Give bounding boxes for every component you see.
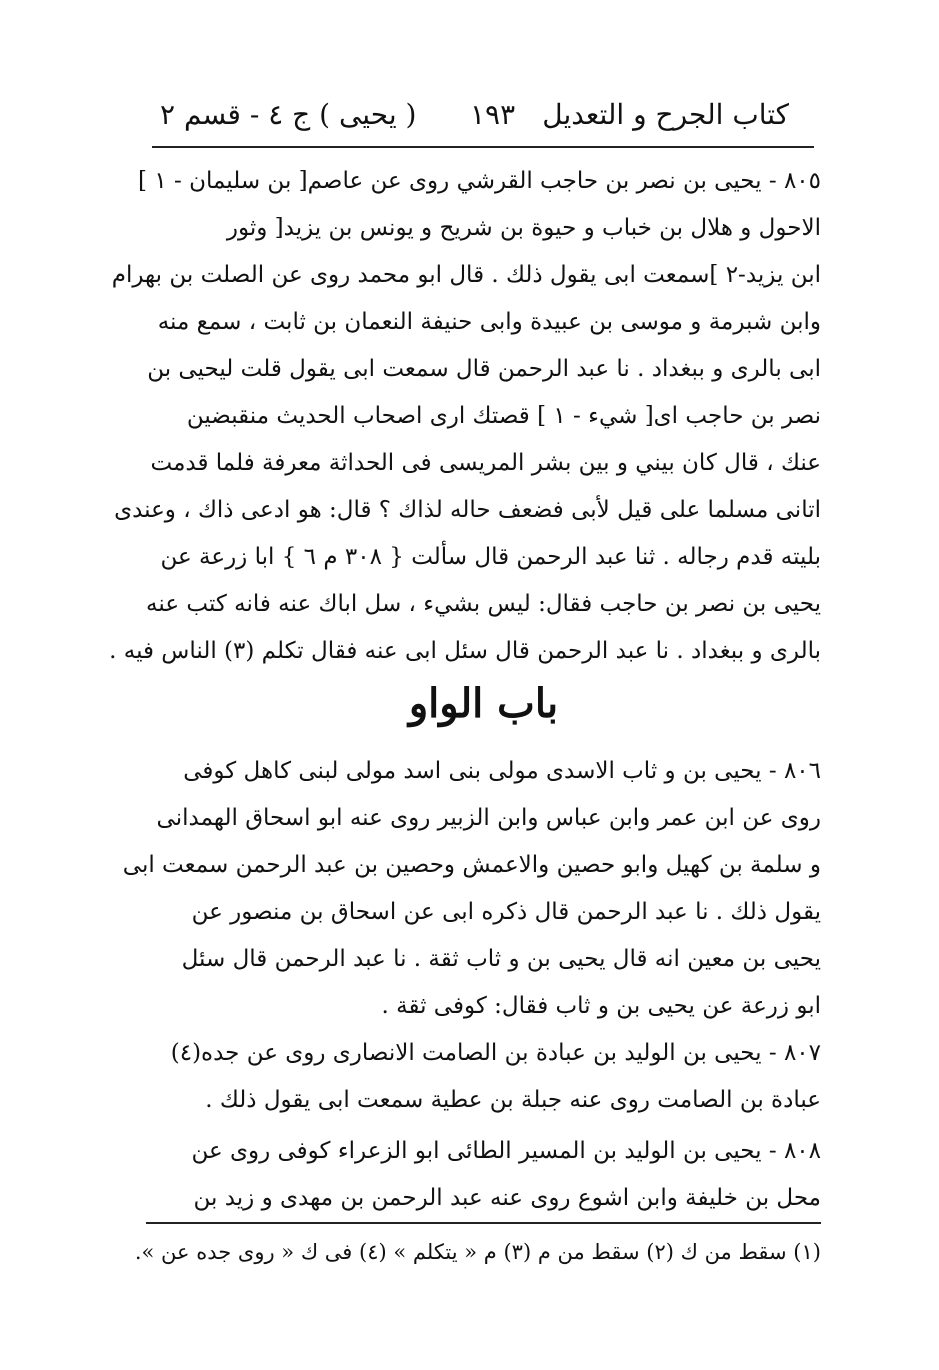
entry-807 (146, 1030, 821, 1124)
entry-808 (146, 1128, 821, 1222)
text-line: ٨٠٧ - يحيى بن الوليد بن عبادة بن الصامت الانصارى روى عن جده(٤) (170, 1040, 821, 1066)
text-line: ٨٠٨ - يحيى بن الوليد بن المسير الطائى ابو الزعراء كوفى روى عن (191, 1138, 821, 1164)
text-line: بالرى و ببغداد . نا عبد الرحمن قال سئل ابى عنه فقال تكلم (٣) الناس فيه . (109, 638, 821, 664)
book-title: كتاب الجرح و التعديل (542, 98, 789, 131)
text-line: ٨٠٦ - يحيى بن و ثاب الاسدى مولى بنى اسد مولى لبنى كاهل كوفى (183, 758, 821, 784)
section-label: ( يحيى ) ج ٤ - قسم ٢ (160, 98, 417, 131)
text-line: يقول ذلك . نا عبد الرحمن قال ذكره ابى عن اسحاق بن منصور عن (191, 899, 821, 925)
text-line: و سلمة بن كهيل وابو حصين والاعمش وحصين بن عبد الرحمن سمعت ابى (122, 852, 821, 878)
text-line: روى عن ابن عمر وابن عباس وابن الزبير روى عنه ابو اسحاق الهمدانى (156, 805, 821, 831)
footnote: (١) سقط من ك (٢) سقط من م (٣) م « يتكلم » (٤) فى ك « روى جده عن ». (134, 1240, 821, 1264)
footnote-rule (146, 1222, 821, 1224)
page-number: ١٩٣ (470, 98, 516, 131)
chapter-heading: باب الواو (408, 680, 559, 727)
entry-806 (122, 748, 821, 1030)
text-line: ٨٠٥ - يحيى بن نصر بن حاجب القرشي روى عن عاصم[ بن سليمان - ١ ] (138, 168, 821, 194)
text-line: اتانى مسلما على قيل لأبى فضعف حاله لذاك ؟ قال: هو ادعى ذاك ، وعندى (114, 497, 821, 523)
running-header (160, 92, 789, 148)
text-line: محل بن خليفة وابن اشوع روى عنه عبد الرحمن بن مهدى و زيد بن (193, 1185, 821, 1211)
text-line: بليته قدم رجاله . ثنا عبد الرحمن قال سألت { ٣٠٨ م ٦ } ابا زرعة عن (160, 544, 821, 570)
text-line: الاحول و هلال بن خباب و حيوة بن شريح و يونس بن يزيد[ وثور (226, 215, 821, 241)
text-line: نصر بن حاجب اى[ شيء - ١ ] قصتك ارى اصحاب الحديث منقبضين (186, 403, 821, 429)
text-line: ابن يزيد-٢ ]سمعت ابى يقول ذلك . قال ابو محمد روى عن الصلت بن بهرام (111, 262, 821, 288)
text-line: عنك ، قال كان بيني و بين بشر المريسى فى الحداثة معرفة فلما قدمت (150, 450, 821, 476)
text-line: يحيى بن معين انه قال يحيى بن و ثاب ثقة . نا عبد الرحمن قال سئل (181, 946, 821, 972)
text-line: يحيى بن نصر بن حاجب فقال: ليس بشيء ، سل اباك عنه فانه كتب عنه (146, 591, 821, 617)
entry-805 (109, 158, 821, 675)
text-line: وابن شبرمة و موسى بن عبيدة وابى حنيفة النعمان بن ثابت ، سمع منه (157, 309, 821, 335)
header-rule (152, 146, 814, 148)
text-line: ابى بالرى و ببغداد . نا عبد الرحمن قال سمعت ابى يقول قلت ليحيى بن (147, 356, 821, 382)
text-line: عبادة بن الصامت روى عنه جبلة بن عطية سمعت ابى يقول ذلك . (205, 1087, 821, 1113)
text-line: ابو زرعة عن يحيى بن و ثاب فقال: كوفى ثقة . (381, 993, 821, 1019)
